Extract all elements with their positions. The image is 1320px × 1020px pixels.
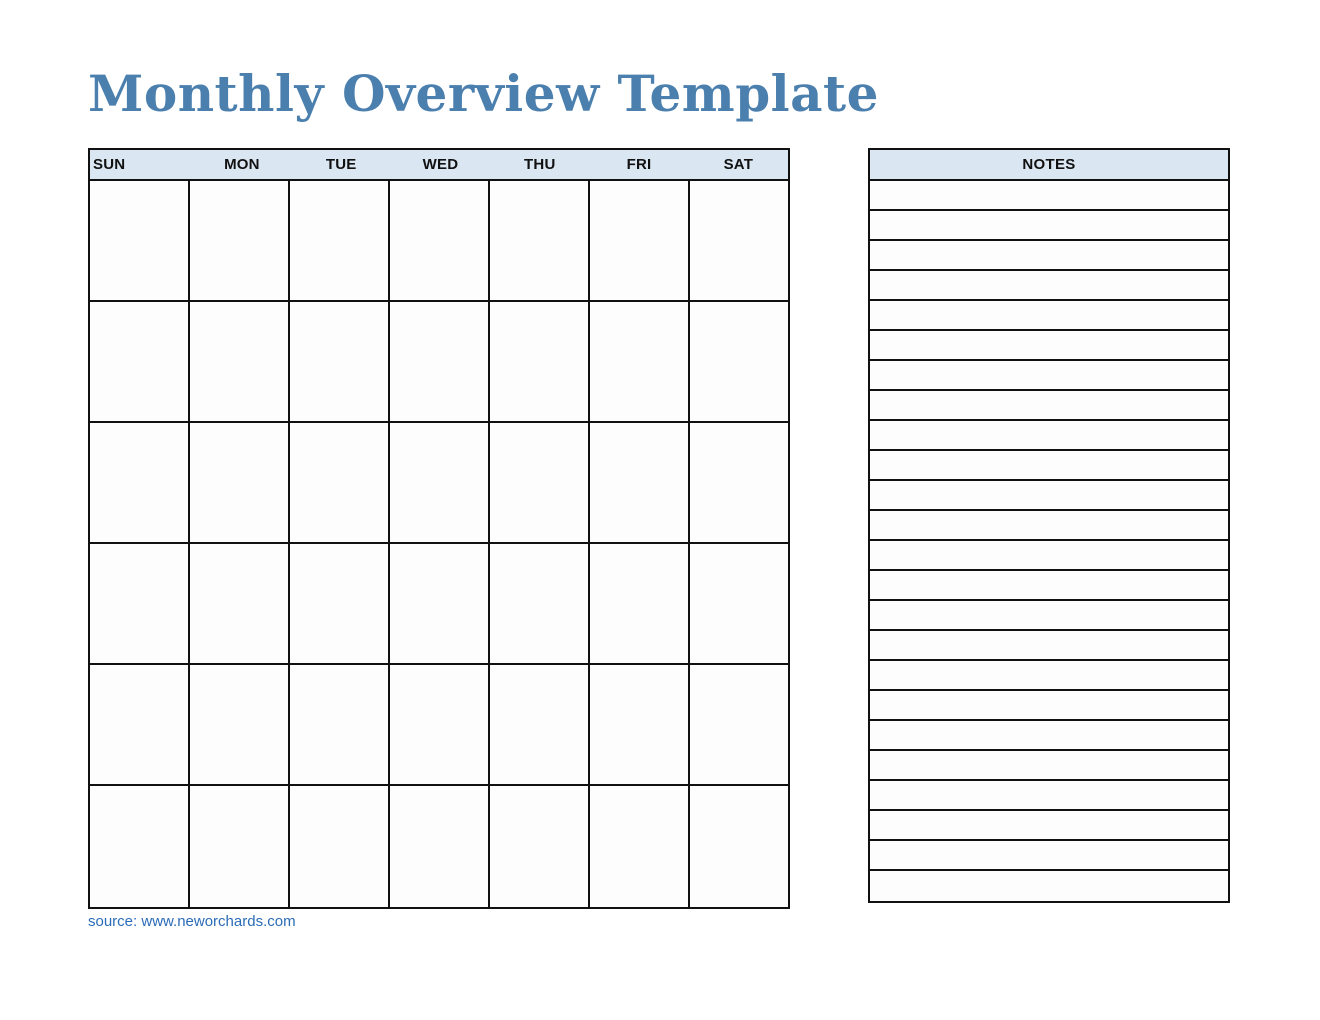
page-title: Monthly Overview Template [88, 64, 879, 123]
calendar-day-cell[interactable] [690, 665, 788, 784]
calendar-day-cell[interactable] [690, 302, 788, 421]
calendar-day-header-fri: FRI [626, 156, 652, 173]
calendar-day-cell[interactable] [90, 423, 190, 542]
calendar-day-cell[interactable] [90, 181, 190, 300]
source-note: source: www.neworchards.com [88, 913, 296, 930]
calendar-day-cell[interactable] [290, 665, 390, 784]
calendar-day-cell[interactable] [490, 786, 590, 907]
calendar-day-header-tue: TUE [325, 156, 357, 173]
notes-line[interactable] [870, 181, 1228, 211]
calendar-day-cell[interactable] [590, 423, 690, 542]
notes-line[interactable] [870, 331, 1228, 361]
calendar-day-cell[interactable] [390, 302, 490, 421]
calendar-day-cell[interactable] [190, 544, 290, 663]
calendar-day-header-sun: SUN [93, 156, 126, 173]
calendar-day-header-row [90, 150, 788, 181]
calendar-day-cell[interactable] [490, 423, 590, 542]
notes-line[interactable] [870, 451, 1228, 481]
calendar-day-cell[interactable] [190, 786, 290, 907]
notes-line[interactable] [870, 481, 1228, 511]
notes-line[interactable] [870, 781, 1228, 811]
calendar-day-cell[interactable] [590, 786, 690, 907]
notes-line[interactable] [870, 631, 1228, 661]
notes-line[interactable] [870, 391, 1228, 421]
notes-line[interactable] [870, 751, 1228, 781]
notes-line[interactable] [870, 871, 1228, 901]
calendar-week-row [90, 181, 788, 302]
calendar-day-cell[interactable] [90, 665, 190, 784]
notes-line[interactable] [870, 301, 1228, 331]
notes-panel [868, 148, 1230, 903]
calendar-week-row [90, 302, 788, 423]
calendar-day-cell[interactable] [290, 423, 390, 542]
calendar-day-cell[interactable] [190, 423, 290, 542]
calendar-day-header-thu: THU [524, 156, 556, 173]
calendar-day-cell[interactable] [490, 665, 590, 784]
calendar-day-cell[interactable] [390, 423, 490, 542]
calendar-day-cell[interactable] [490, 544, 590, 663]
calendar-day-cell[interactable] [690, 423, 788, 542]
calendar-day-cell[interactable] [590, 302, 690, 421]
notes-line[interactable] [870, 211, 1228, 241]
notes-line[interactable] [870, 691, 1228, 721]
notes-line[interactable] [870, 721, 1228, 751]
calendar-day-cell[interactable] [190, 181, 290, 300]
notes-line[interactable] [870, 361, 1228, 391]
calendar-day-cell[interactable] [390, 786, 490, 907]
calendar-day-cell[interactable] [590, 181, 690, 300]
calendar-day-cell[interactable] [90, 544, 190, 663]
calendar-day-cell[interactable] [690, 544, 788, 663]
notes-line[interactable] [870, 271, 1228, 301]
calendar-day-cell[interactable] [290, 544, 390, 663]
calendar-day-cell[interactable] [590, 544, 690, 663]
calendar-day-header-wed: WED [422, 156, 459, 173]
calendar-day-header-sat: SAT [723, 156, 754, 173]
notes-line[interactable] [870, 241, 1228, 271]
notes-line[interactable] [870, 571, 1228, 601]
notes-line[interactable] [870, 811, 1228, 841]
calendar-week-row [90, 786, 788, 907]
calendar-day-cell[interactable] [190, 665, 290, 784]
calendar-day-cell[interactable] [290, 786, 390, 907]
notes-line[interactable] [870, 511, 1228, 541]
calendar-day-cell[interactable] [90, 786, 190, 907]
calendar-body [90, 181, 788, 907]
notes-lines [870, 181, 1228, 901]
calendar-day-cell[interactable] [390, 544, 490, 663]
notes-line[interactable] [870, 661, 1228, 691]
calendar-day-cell[interactable] [90, 302, 190, 421]
notes-line[interactable] [870, 601, 1228, 631]
calendar-day-cell[interactable] [290, 181, 390, 300]
calendar-day-cell[interactable] [590, 665, 690, 784]
calendar-week-row [90, 665, 788, 786]
calendar-week-row [90, 423, 788, 544]
calendar-week-row [90, 544, 788, 665]
calendar-day-cell[interactable] [390, 181, 490, 300]
calendar-day-cell[interactable] [390, 665, 490, 784]
notes-line[interactable] [870, 421, 1228, 451]
calendar-day-cell[interactable] [190, 302, 290, 421]
notes-line[interactable] [870, 541, 1228, 571]
calendar-day-cell[interactable] [490, 302, 590, 421]
calendar-grid [88, 148, 790, 909]
notes-header: NOTES [870, 150, 1228, 181]
calendar-day-cell[interactable] [690, 786, 788, 907]
calendar-day-header-mon: MON [224, 156, 260, 173]
calendar-day-cell[interactable] [290, 302, 390, 421]
calendar-day-cell[interactable] [690, 181, 788, 300]
notes-line[interactable] [870, 841, 1228, 871]
calendar-day-cell[interactable] [490, 181, 590, 300]
